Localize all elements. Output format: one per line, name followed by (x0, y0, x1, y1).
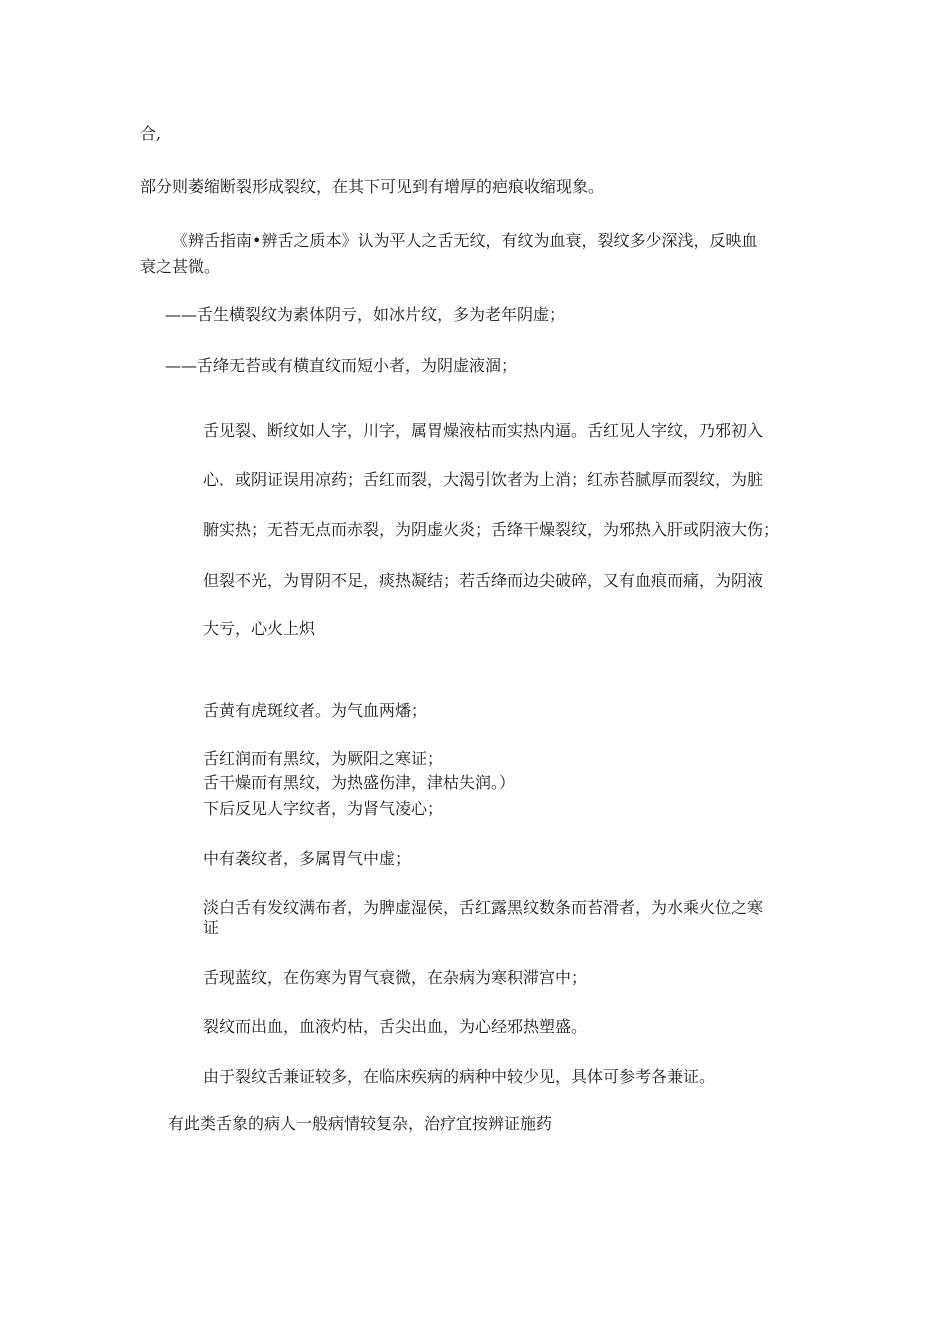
block-line-5: 大亏，心火上炽 (203, 619, 316, 638)
item-middle-crack: 中有袭纹者，多属胃气中虚； (203, 849, 412, 868)
item-dry-black: 舌干燥而有黑纹，为热盛伤津，津枯失润。） (203, 773, 516, 792)
block-line-4: 但裂不光，为胃阴不足，痰热凝结；若舌绛而边尖破碎，又有血痕而痛，为阴液 (203, 571, 764, 590)
quote-paragraph-line-1: 《辨舌指南•辨舌之质本》认为平人之舌无纹，有纹为血衰，裂纹多少深浅，反映血 (172, 231, 758, 250)
item-summary: 由于裂纹舌兼证较多，在临床疾病的病种中较少见，具体可参考各兼证。 (203, 1067, 716, 1086)
item-ren-pattern: 下后反见人字纹者，为肾气凌心； (203, 799, 444, 818)
item-pale-hair-line-1: 淡白舌有发纹满布者，为脾虚湿侯，舌红露黑纹数条而苔滑者，为水乘火位之寒 (203, 898, 764, 917)
item-red-moist-black: 舌红润而有黑纹，为厥阳之寒证； (203, 749, 444, 768)
dash-item-1: ——舌生横裂纹为素体阴亏，如冰片纹，多为老年阴虚； (165, 305, 566, 324)
intro-line-1: 合, (140, 124, 162, 143)
block-line-1: 舌见裂、断纹如人字，川字，属胃燥液枯而实热内逼。舌红见人字纹，乃邪初入 (203, 421, 764, 440)
item-tiger-stripe: 舌黄有虎斑纹者。为气血两燔； (203, 701, 428, 720)
item-blue-pattern: 舌现蓝纹，在伤寒为胃气衰微，在杂病为寒积滞宫中； (203, 968, 588, 987)
block-line-3: 腑实热；无苔无点而赤裂，为阴虚火炎；舌绛干燥裂纹，为邪热入肝或阴液大伤； (203, 520, 780, 539)
block-line-2: 心．或阴证误用凉药；舌红而裂，大渴引饮者为上消；红赤苔腻厚而裂纹，为脏 (203, 470, 764, 489)
intro-line-2: 部分则萎缩断裂形成裂纹，在其下可见到有增厚的疤痕收缩现象。 (140, 177, 605, 196)
quote-paragraph-line-2: 衰之甚微。 (140, 257, 221, 276)
dash-item-2: ——舌绛无苔或有横直纹而短小者，为阴虚液涸； (165, 356, 518, 375)
item-pale-hair-line-2: 证 (203, 918, 220, 937)
closing-line: 有此类舌象的病人一般病情较复杂，治疗宜按辨证施药 (168, 1114, 553, 1133)
item-bleeding: 裂纹而出血，血液灼枯，舌尖出血，为心经邪热塑盛。 (203, 1017, 588, 1036)
